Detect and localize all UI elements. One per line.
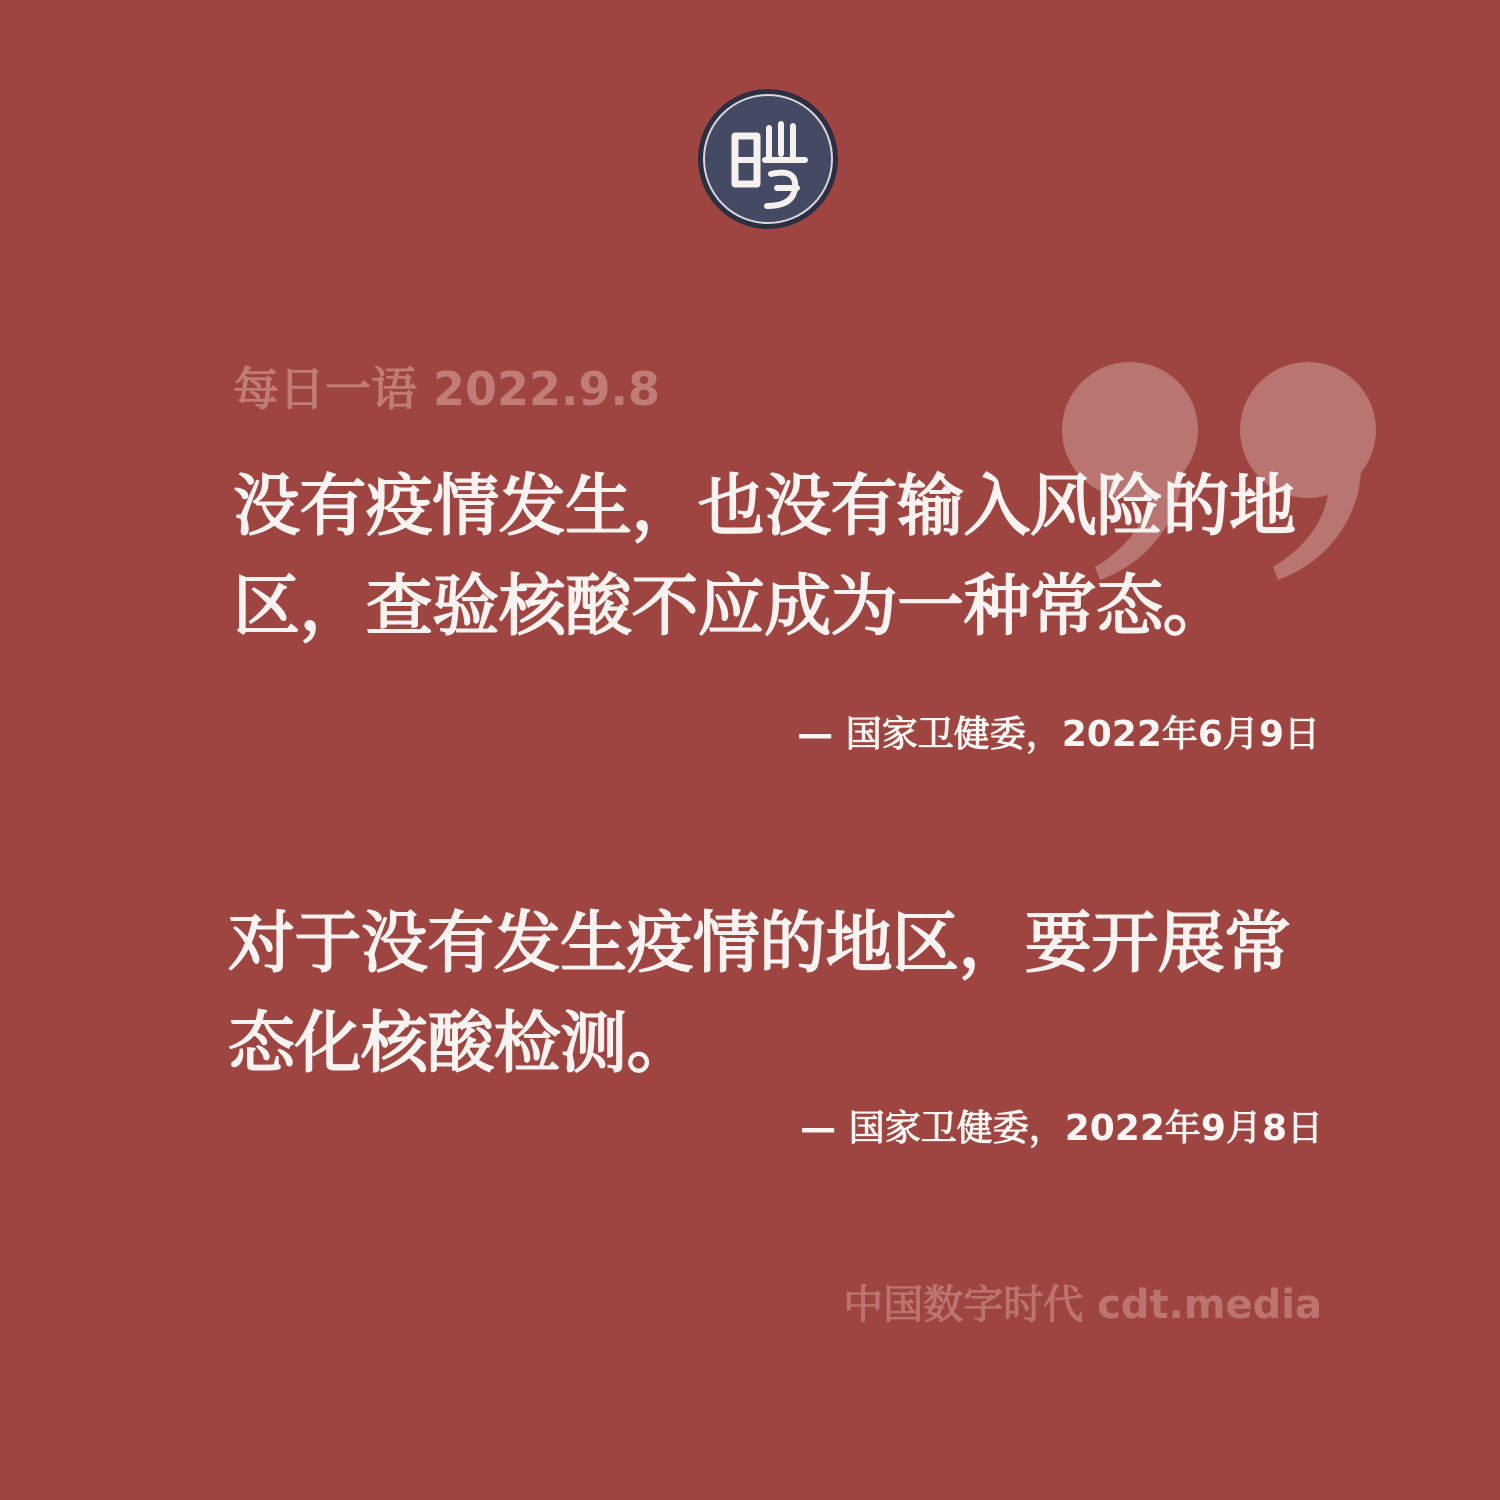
quote-text-2: 对于没有发生疫情的地区，要开展常态化核酸检测。	[228, 903, 1291, 1082]
footer-brand: 中国数字时代 cdt.media	[843, 1282, 1322, 1328]
quote-attribution-2: — 国家卫健委，2022年9月8日	[800, 1108, 1323, 1149]
daily-quote-header: 每日一语 2022.9.8	[233, 362, 661, 416]
quote-attribution-1: — 国家卫健委，2022年6月9日	[797, 714, 1320, 755]
cdt-seal-logo-icon	[697, 88, 839, 230]
quote-text-1: 没有疫情发生，也没有输入风险的地区，查验核酸不应成为一种常态。	[233, 466, 1296, 645]
